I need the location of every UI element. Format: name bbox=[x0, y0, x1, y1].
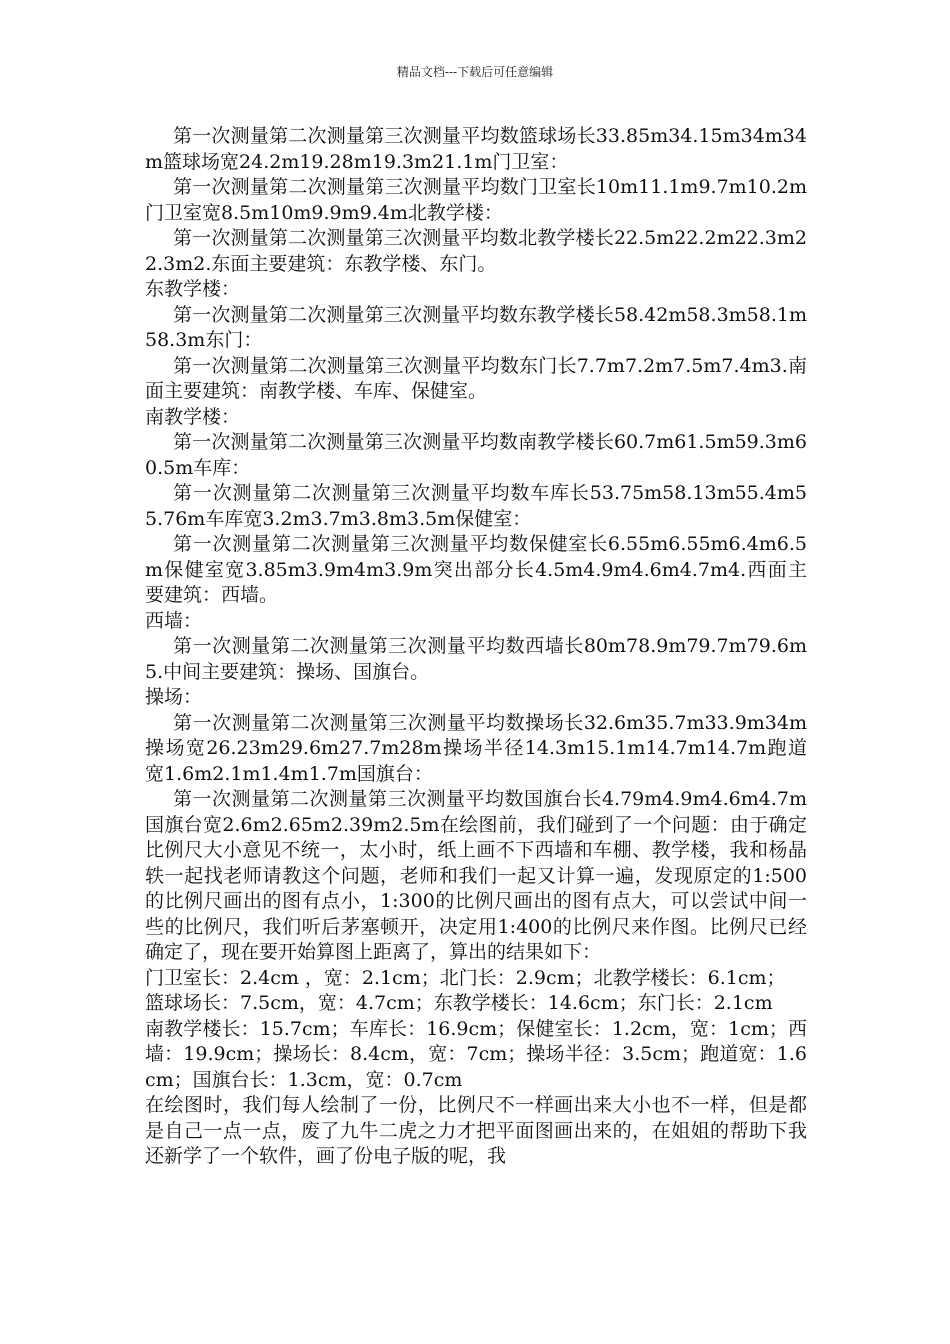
paragraph-north-building: 第一次测量第二次测量第三次测量平均数北教学楼长22.5m22.2m22.3m22.3m2.东面主要建筑：东教学楼、东门。 bbox=[145, 227, 807, 275]
paragraph-east-building: 第一次测量第二次测量第三次测量平均数东教学楼长58.42m58.3m58.1m58.3m东门： bbox=[145, 303, 807, 351]
heading-south-building: 南教学楼： bbox=[145, 405, 241, 428]
paragraph-map-distances-1: 门卫室长：2.4cm ，宽：2.1cm；北门长：2.9cm；北教学楼长：6.1cm； bbox=[145, 966, 786, 989]
paragraph-drawing: 在绘图时，我们每人绘制了一份，比例尺不一样画出来大小也不一样，但是都是自己一点一点，废了九牛二虎之力才把平面图画出来的，在姐姐的帮助下我还新学了一个软件，画了份电子版的呢，我 bbox=[145, 1094, 807, 1167]
heading-playground: 操场： bbox=[145, 686, 203, 708]
paragraph-map-distances-2: 篮球场长：7.5cm，宽：4.7cm；东教学楼长：14.6cm；东门长：2.1cm bbox=[145, 992, 773, 1014]
paragraph-east-gate: 第一次测量第二次测量第三次测量平均数东门长7.7m7.2m7.5m7.4m3.南面主要建筑：南教学楼、车库、保健室。 bbox=[145, 354, 807, 402]
document-body bbox=[145, 124, 807, 1170]
paragraph-garage: 第一次测量第二次测量第三次测量平均数车库长53.75m58.13m55.4m55.76m车库宽3.2m3.7m3.8m3.5m保健室： bbox=[145, 482, 807, 530]
heading-east-building: 东教学楼： bbox=[145, 278, 241, 300]
heading-west-wall: 西墙： bbox=[145, 609, 203, 632]
paragraph-basketball-court: 第一次测量第二次测量第三次测量平均数篮球场长33.85m34.15m34m34m篮球场宽24.2m19.28m19.3m21.1m门卫室： bbox=[145, 125, 807, 173]
paragraph-guard-room: 第一次测量第二次测量第三次测量平均数门卫室长10m11.1m9.7m10.2m门卫室宽8.5m10m9.9m9.4m北教学楼： bbox=[145, 176, 807, 224]
paragraph-playground: 第一次测量第二次测量第三次测量平均数操场长32.6m35.7m33.9m34m操场宽26.23m29.6m27.7m28m操场半径14.3m15.1m14.7m14.7m跑道宽1.6m2.1m1.4m1.7m国旗台： bbox=[145, 711, 807, 785]
paragraph-flag-platform: 第一次测量第二次测量第三次测量平均数国旗台长4.79m4.9m4.6m4.7m国旗台宽2.6m2.65m2.39m2.5m在绘图前，我们碰到了一个问题：由于确定比例尺大小意见不统一，太小时，纸上画不下西墙和车棚、教学楼，我和杨晶轶一起找老师请教这个问题，老师和我们一起又计算一遍，发现原定的1:500的比例尺画出的图有点小，1:300的比例尺画出的图有点大，可以尝试中间一些的比例尺，我们听后茅塞顿开，决定用1:400的比例尺来作图。比例尺已经确定了，现在要开始算图上距离了，算出的结果如下： bbox=[145, 788, 807, 963]
paragraph-clinic: 第一次测量第二次测量第三次测量平均数保健室长6.55m6.55m6.4m6.5m保健室宽3.85m3.9m4m3.9m突出部分长4.5m4.9m4.6m4.7m4.西面主要建筑：西墙。 bbox=[145, 533, 807, 606]
page-header: 精品文档---下载后可任意编辑 bbox=[396, 65, 554, 79]
paragraph-map-distances-3: 南教学楼长：15.7cm；车库长：16.9cm；保健室长：1.2cm，宽：1cm；西墙：19.9cm；操场长：8.4cm，宽：7cm；操场半径：3.5cm；跑道宽：1.6cm；国旗台长：1.3cm，宽：0.7cm bbox=[145, 1017, 807, 1091]
paragraph-south-building: 第一次测量第二次测量第三次测量平均数南教学楼长60.7m61.5m59.3m60.5m车库： bbox=[145, 431, 807, 479]
paragraph-west-wall: 第一次测量第二次测量第三次测量平均数西墙长80m78.9m79.7m79.6m5.中间主要建筑：操场、国旗台。 bbox=[145, 635, 807, 683]
